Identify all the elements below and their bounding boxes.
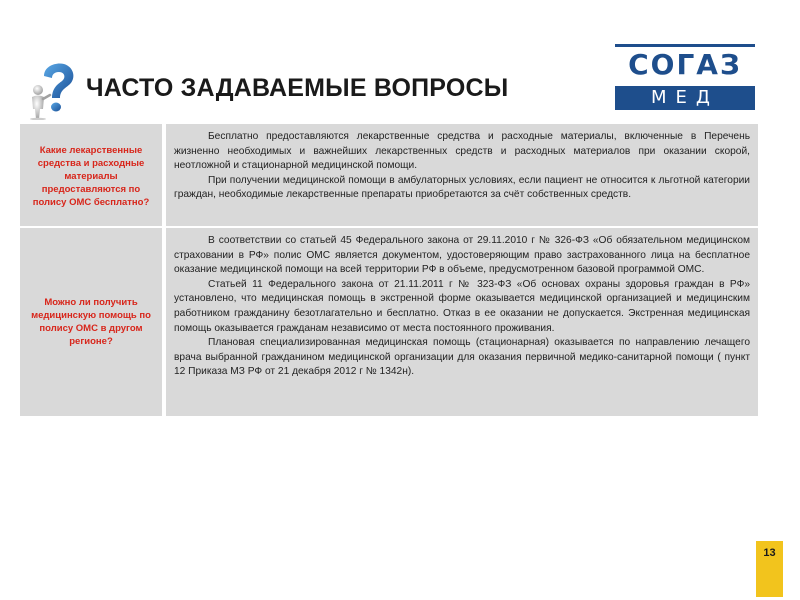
question-text: Можно ли получить медицинскую помощь по полису ОМС в другом регионе? <box>31 297 151 347</box>
question-text: Какие лекарственные средства и расходные материалы предоставляются по полису ОМС бесплатно? <box>32 145 150 208</box>
faq-table <box>20 124 758 416</box>
slide-number: 13 <box>756 541 783 597</box>
answer-paragraph: В соответствии со статьей 45 Федерального закона от 29.11.2010 г № 326-ФЗ «Об обязательном медицинском страховании в РФ» полис ОМС является документом, удостоверяющим право застрахованного лица на бесплатное оказание медицинской помощи на всей территории РФ в объеме, предусмотренном базовой программой ОМС. <box>174 235 750 276</box>
faq-row <box>20 124 758 226</box>
logo-subtitle: МЕД <box>615 86 755 110</box>
answer-paragraph: При получении медицинской помощи в амбулаторных условиях, если пациент не относится к льготной категории граждан, необходимые лекарственные препараты приобретаются за счёт собственных средств. <box>174 174 750 201</box>
answer-paragraph: Бесплатно предоставляются лекарственные средства и расходные материалы, включенные в Перечень жизненно необходимых и важнейших лекарственных средств и расходных материалов при оказании скорой, неотложной и стационарной медицинской помощи. <box>174 131 750 172</box>
company-logo <box>615 44 755 110</box>
answer-paragraph: Статьей 11 Федерального закона от 21.11.2011 г № 323-ФЗ «Об основах охраны здоровья граждан в РФ» установлено, что медицинская помощь в экстренной форме оказывается медицинской организацией и медицинским работником гражданину безотлагательно и бесплатно. Отказ в ее оказании не допускается. Экстренная медицинская помощь оказывается гражданам независимо от места постоянного проживания. <box>174 278 750 334</box>
page-title: ЧАСТО ЗАДАВАЕМЫЕ ВОПРОСЫ <box>86 74 509 102</box>
answer-cell <box>166 124 758 226</box>
question-cell <box>20 228 164 416</box>
answer-cell <box>166 228 758 416</box>
faq-row <box>20 228 758 416</box>
question-cell <box>20 124 164 226</box>
question-figure-icon <box>26 62 78 120</box>
logo-wordmark: СОГАЗ <box>628 48 742 81</box>
answer-paragraph: Плановая специализированная медицинская помощь (стационарная) оказывается по направлению лечащего врача выбранной гражданином медицинской организации для оказания первичной медико-санитарной помощи ( пункт 12 Приказа МЗ РФ от 21 декабря 2012 г № 1342н). <box>174 337 750 378</box>
logo-divider <box>615 44 755 47</box>
